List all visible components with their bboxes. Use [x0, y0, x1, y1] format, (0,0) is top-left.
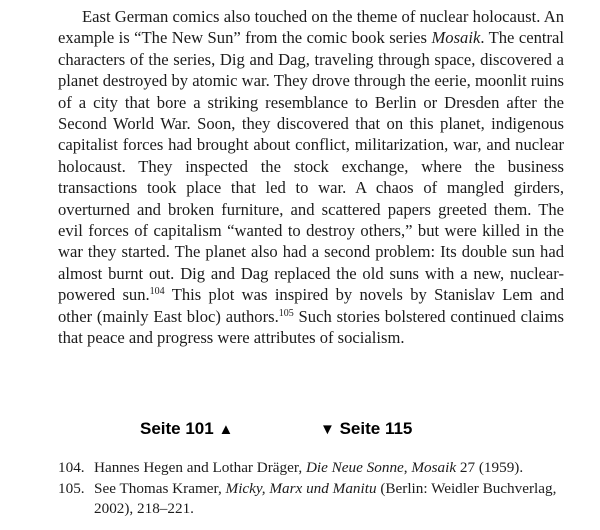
prev-page-label: Seite 101 — [140, 419, 214, 438]
footnote-title-italic: Mosaik — [411, 459, 457, 476]
footnotes — [58, 458, 568, 520]
footnote-text — [86, 479, 568, 519]
next-page-link[interactable] — [320, 418, 412, 441]
footnote-number: 105. — [58, 480, 85, 497]
up-arrow-icon: ▲ — [218, 421, 234, 438]
footnote-segment: See Thomas Kramer, — [94, 480, 226, 497]
footnote-segment: , — [403, 459, 412, 476]
footnote-title-italic: Die Neue Sonne — [305, 459, 404, 476]
next-page-label: Seite 115 — [339, 419, 413, 438]
paragraph-segment: Such stories bolstered continued claims that peace and progress were attributes of socialism. — [58, 306, 564, 348]
paragraph-segment: This plot was inspired by novels by Stanislav Lem and other (mainly East bloc) authors. — [58, 285, 564, 326]
paragraph-segment: East German comics also touched on the theme of nuclear holocaust. An example is “The New Sun” from the comic book series — [58, 7, 564, 48]
paragraph-segment: . The central characters of the series, Dig and Dag, traveling through space, discovered a planet destroyed by atomic war. They drove through the eerie, moonlit ruins of a city that bore a striking resemblance to Berlin or Dresden after the Second World War. Soon, they discovered that on this planet, indigenous capitalist forces had brought about conflict, militarization, war, and nuclear holocaust. They inspected the stock exchange, where the business transactions took place that led to war. A chaos of mangled girders, overturned and broken furniture, and scattered papers greeted them. The evil forces of capitalism “wanted to destroy others,” but were killed in the war they started. The planet also had a second problem: Its double sun had almost burnt out. Dig and Dag replaced the old suns with a new, nuclear-powered sun. — [58, 28, 564, 305]
footnote-number: 104. — [58, 459, 85, 476]
prev-page-link[interactable] — [140, 418, 233, 441]
body-paragraph — [58, 6, 564, 349]
footnote-105 — [58, 479, 568, 519]
footnote-segment: (Berlin: Weidler Buchverlag, 2002), 218–221. — [94, 480, 557, 517]
footnote-ref-105[interactable]: 105 — [278, 307, 294, 319]
footnote-segment: 27 (1959). — [456, 459, 524, 476]
down-arrow-icon: ▼ — [320, 421, 335, 438]
footnote-title-italic: Micky, Marx und Manitu — [225, 480, 377, 497]
footnote-text — [86, 458, 568, 478]
footnote-104 — [58, 458, 568, 478]
footnote-segment: Hannes Hegen and Lothar Dräger, — [94, 459, 306, 476]
series-title-italic: Mosaik — [431, 28, 481, 48]
footnote-ref-104[interactable]: 104 — [149, 286, 165, 298]
